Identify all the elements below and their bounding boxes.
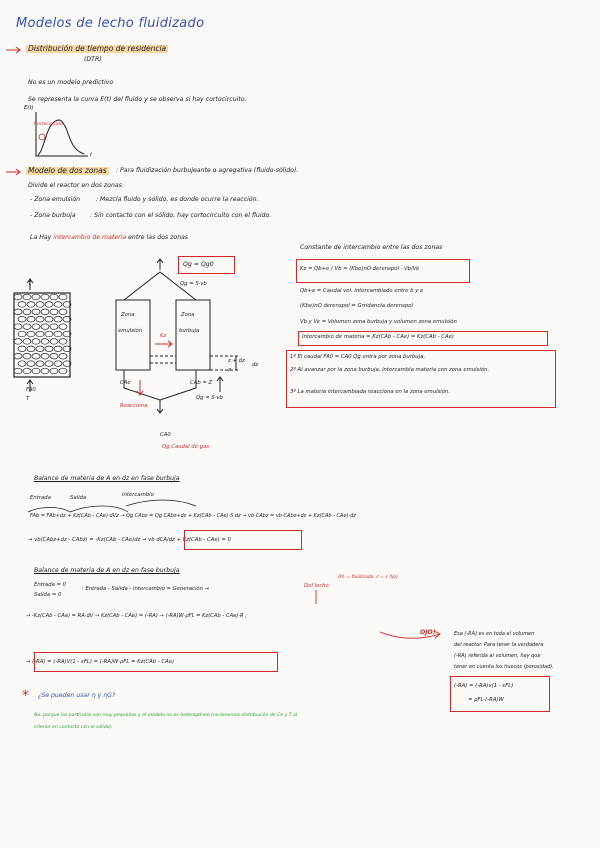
bed-particle xyxy=(36,346,44,352)
bed-particle xyxy=(32,339,40,345)
bed-particle xyxy=(14,294,22,300)
bed-particle xyxy=(14,309,22,315)
bed-particle xyxy=(23,324,31,330)
zona-emulsion-box-2: emulsión xyxy=(118,328,143,334)
z-dz-label: z + dz xyxy=(228,358,245,364)
bed-particle xyxy=(59,294,67,300)
intercambio-formula: Intercambio de materia = Kz(CAb - CAe) = Kz(CAb - CAe) xyxy=(302,334,454,340)
bed-particle xyxy=(27,346,35,352)
dtr-line2: Se representa la curva E(t) del fluido y se observa si hay cortocircuito. xyxy=(28,96,247,103)
bed-particle xyxy=(54,361,62,367)
bed-particle xyxy=(59,353,67,359)
qg-box-text: Qg = Qg0 xyxy=(183,261,214,268)
et-axis-x: t xyxy=(90,152,93,158)
bed-particle xyxy=(23,294,31,300)
divide-line: Divide el reactor en dos zonas: xyxy=(28,182,124,189)
qg-sv-bottom: Qg = S·vb xyxy=(196,395,223,401)
bed-particle xyxy=(59,309,67,315)
rho-eq2: = ρFL·(-RA)W xyxy=(468,697,504,703)
rho-eq1: (-RA) = (-RA)v(1 - εFL) xyxy=(454,683,514,689)
answer-line2: interior en contacto con el sólido). xyxy=(34,725,113,730)
bed-particle xyxy=(50,294,58,300)
bed-particle xyxy=(18,346,26,352)
kz-formula: Kz = Qb+e / Vb = (Kbe)nO·derenspol · Vb/Ve xyxy=(300,266,420,272)
zona-burbuja-text: : Sin contacto con el sólido, hay cortocircuito con el fluido. xyxy=(90,212,272,219)
diagram-FA0: FA0 xyxy=(26,387,36,393)
bed-particle xyxy=(27,361,35,367)
brace-1 xyxy=(28,508,70,513)
shortcircuit-mark xyxy=(39,134,45,140)
bed-particle xyxy=(41,324,49,330)
zona-emulsion-label: - Zona emulsión xyxy=(30,196,81,203)
bed-particle xyxy=(59,368,67,374)
def-3: Vb y Ve = Volumen zona burbuja y volumen zona emulsión xyxy=(300,319,457,325)
bed-particle xyxy=(50,324,58,330)
balance1-box xyxy=(184,530,302,550)
diagram-T-left: T xyxy=(26,396,30,402)
bed-particle xyxy=(45,346,53,352)
section1-heading: Distribución de tiempo de residencia xyxy=(28,44,167,53)
balance1-salida: Salida xyxy=(70,495,87,501)
diagram-T-top: T xyxy=(28,281,32,287)
two-zone-diagram xyxy=(116,259,238,413)
hay-suffix: entre las dos zonas xyxy=(128,234,189,241)
z-label: z xyxy=(228,367,231,373)
ca0-label: CA0 xyxy=(160,432,171,438)
bed-particle xyxy=(36,302,44,308)
balance2-box xyxy=(34,652,278,672)
bed-particle xyxy=(36,316,44,322)
caudal-label: Qg Caudal de gas xyxy=(162,444,209,450)
bed-particle xyxy=(50,339,58,345)
balance2-eq1: → -Kz(CAb - CAe) = RA·dV → Kz(CAb - CAe) = (-RA) → (-RA)W·ρFL = Kz(CAb - CAe)·R ; xyxy=(26,613,247,619)
hay-red: intercambio de materia xyxy=(53,234,127,241)
bed-particle xyxy=(59,339,67,345)
note-d: tener en cuenta los huecos (porosidad). xyxy=(454,664,554,670)
note-1: 1º El caudal FA0 = CA0 Qg entra por zona burbuja. xyxy=(290,354,426,360)
bed-particle xyxy=(14,324,22,330)
bed-particle xyxy=(50,309,58,315)
balance1-eq2: → vb(CAbz+dz - CAbz) = -Kz(CAb - CAe)dz → vb dCA/dz + Kz(CAb - CAe) = 0 xyxy=(28,537,231,543)
et-plot xyxy=(36,112,88,156)
react-arrow xyxy=(137,380,143,395)
reaccion-label: Reacciona xyxy=(120,403,148,409)
balance1-entrada: Entrada xyxy=(30,495,51,501)
bed-particle xyxy=(54,331,62,337)
bed-particle xyxy=(23,368,31,374)
intercambio-line xyxy=(30,235,188,241)
bed-particle xyxy=(14,368,22,374)
def-1: Qb+e = Caudal vol. intercambiado entre b y e xyxy=(300,288,424,294)
bed-drawing xyxy=(14,279,71,392)
section2-desc: : Para fluidización burbujeante o agregativa (fluido-sólido). xyxy=(116,167,299,174)
qg-sv-top: Qg = S·vb xyxy=(180,281,207,287)
bed-particle xyxy=(41,368,49,374)
bed-particle xyxy=(18,316,26,322)
section2-heading: Modelo de dos zonas xyxy=(28,166,107,175)
bed-particle xyxy=(50,368,58,374)
bed-particle xyxy=(27,302,35,308)
constante-title: Constante de intercambio entre las dos zonas xyxy=(300,244,443,251)
bed-particle xyxy=(54,346,62,352)
et-axis-y: E(t) xyxy=(24,105,34,111)
bed-particle xyxy=(36,361,44,367)
section1-abbr: (DTR) xyxy=(84,56,102,63)
zona-burbuja-label: - Zona burbuja xyxy=(30,212,76,219)
balance1-heading: Balance de materia de A en dz en fase burbuja xyxy=(34,475,180,482)
bed-particle xyxy=(41,339,49,345)
balance1-eq1: FAb = FAb+dz + Kz(CAb - CAe)·dVz → Qg CAbz = Qg CAbz+dz + Kz(CAb - CAe)·S·dz → vb·CAbz = vb·CAbz+dz + Kz(CAb - CAe)·dz xyxy=(30,513,356,519)
question-marker: * xyxy=(22,688,29,704)
bed-particle xyxy=(36,331,44,337)
bed-particle xyxy=(18,361,26,367)
exchange-arrow xyxy=(155,341,172,347)
bed-particle xyxy=(45,361,53,367)
page-title: Modelos de lecho fluidizado xyxy=(16,16,205,31)
note-c: (-RA) referida al volumen, hay que xyxy=(454,653,541,659)
bed-particle xyxy=(41,294,49,300)
bed-particle xyxy=(32,324,40,330)
note-b: del reactor. Para tener la verdadera xyxy=(454,642,544,648)
bed-particle xyxy=(23,353,31,359)
bed-particle xyxy=(54,302,62,308)
bed-particle xyxy=(41,353,49,359)
note-2: 2º Al avanzar por la zona burbuja, intercambia materia con zona emulsión. xyxy=(290,367,490,373)
note-a: Esa (-RA) es en toda el volumen xyxy=(454,631,535,637)
cab-label: CAb = Z xyxy=(190,380,213,386)
bed-particle xyxy=(41,309,49,315)
bed-particle xyxy=(32,353,40,359)
heading-arrow-2 xyxy=(6,169,20,175)
shortcircuit-label: Cortocircuito xyxy=(34,122,63,127)
del-lecho: Del lecho xyxy=(304,583,329,589)
ojo-label: OJO! xyxy=(420,629,436,636)
bed-particle xyxy=(59,324,67,330)
balance2-heading: Balance de materia de A en dz en fase burbuja xyxy=(34,567,180,574)
bed-particle xyxy=(32,294,40,300)
bed-particle xyxy=(27,316,35,322)
note-3: 3º La materia intercambiada reacciona en la zona emulsión. xyxy=(290,389,451,395)
bed-particle xyxy=(45,331,53,337)
balance2-terms: : Entrada - Salida - Intercambio = Generación → xyxy=(82,586,210,592)
hay-prefix: La Hay xyxy=(30,234,52,241)
pl-note: (PL = fluidizado, ε = ε fijo) xyxy=(338,575,398,580)
balance2-salida: Salida = 0 xyxy=(34,592,62,598)
dtr-line1: No es un modelo predictivo xyxy=(28,79,114,86)
balance2-entrada: Entrada = 0 xyxy=(34,582,66,588)
def-2: (Kbe)nO derenspol = Grridancia derenspol xyxy=(300,303,413,309)
balance1-intercambio: Intercambio xyxy=(122,492,154,498)
rho-box xyxy=(450,676,550,712)
bed-particle xyxy=(45,316,53,322)
cae-label: CAe xyxy=(120,380,131,386)
zona-burbuja-box-2: burbuja xyxy=(179,328,200,334)
dz-label: dz xyxy=(252,362,259,368)
zona-emulsion-text: : Mezcla fluido y sólido, es donde ocurre la reacción. xyxy=(96,196,259,203)
bed-particle xyxy=(27,331,35,337)
zona-emulsion-box-1: Zona xyxy=(121,312,135,318)
bed-particle xyxy=(23,309,31,315)
bed-particle xyxy=(45,302,53,308)
bed-particle xyxy=(32,368,40,374)
balance2-eq2: → (-RA) = (-RA)V(1 - εFL) = (-RA)W·ρFL = Kz(CAb - CAe) xyxy=(26,659,175,665)
question-text: ¿Se pueden usar η y ηG? xyxy=(38,692,116,699)
zona-burbuja-box-1: Zona xyxy=(181,312,195,318)
bed-particle xyxy=(18,331,26,337)
bed-particle xyxy=(14,353,22,359)
heading-arrow-1 xyxy=(6,47,20,53)
bed-particle xyxy=(14,339,22,345)
bed-particle xyxy=(18,302,26,308)
bed-particle xyxy=(32,309,40,315)
answer-line1: No, porque las partículas son muy pequeñas y el modelo no es heterogéneo (no tenemos distribución de Ce y T al xyxy=(34,713,298,718)
bed-particle xyxy=(50,353,58,359)
bed-particle xyxy=(54,316,62,322)
kz-label: Kz xyxy=(160,333,167,339)
bed-particle xyxy=(23,339,31,345)
